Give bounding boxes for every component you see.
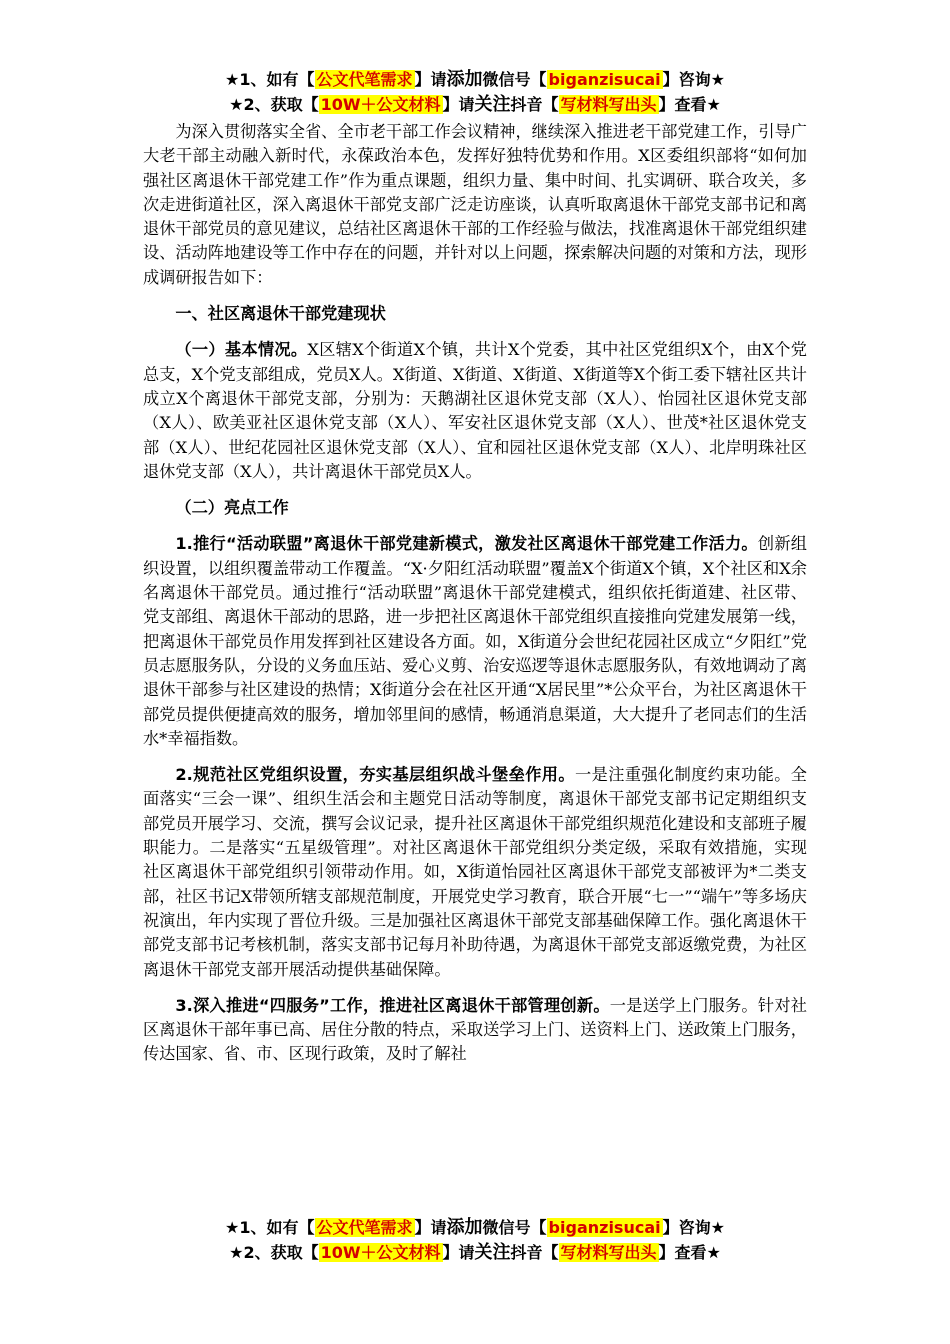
banner-emphasis: 添加 [446, 69, 483, 90]
basic-info-title: （一）基本情况。 [175, 340, 308, 360]
highlight-item-1-text: 创新组织设置，以组织覆盖带动工作覆盖。“X·夕阳红活动联盟”覆盖X个街道X个镇，X个社区和X余名离退休干部党员。通过推行“活动联盟”离退休干部党建模式，组织依托街道建、社区带、党支部组、离退休干部动的思路，进一步把社区离退休干部党组织直接推向党建发展第一线，把离退休干部党员作用发挥到社区建设各方面。如，X街道分会世纪花园社区成立“夕阳红”党员志愿服务队，分设的义务血压站、爱心义剪、治安巡逻等退休志愿服务队，有效地调动了离退休干部参与社区建设的热情；X街道分会在社区开通“X居民里”*公众平台，为社区离退休干部党员提供便捷高效的服务，增加邻里间的感情，畅通消息渠道，大大提升了老同志们的生活水*幸福指数。 [143, 534, 807, 748]
document-body [143, 120, 807, 1067]
basic-info-paragraph [143, 338, 807, 484]
banner-highlight: 10W＋公文材料 [320, 95, 441, 114]
banner-text: 】请 [414, 70, 447, 89]
banner-text: 】请 [442, 1243, 475, 1262]
highlight-item-1 [143, 532, 807, 751]
banner-text: 】咨询★ [662, 70, 725, 89]
promo-banner-bottom-line1 [0, 1216, 950, 1240]
banner-emphasis: 关注 [474, 1242, 511, 1263]
banner-highlight: 公文代笔需求 [316, 1218, 413, 1237]
promo-banner-top-line1 [0, 68, 950, 92]
banner-highlight: biganzisucai [548, 70, 661, 89]
banner-text: 】查看★ [658, 95, 721, 114]
promo-banner-top-line2 [0, 93, 950, 117]
basic-info-text: X区辖X个街道X个镇，共计X个党委，其中社区党组织X个，由X个党总支，X个党支部组成，党员X人。X街道、X街道、X街道、X街道等X个街工委下辖社区共计成立X个离退休干部党支部，分别为：天鹅湖社区退休党支部（X人）、怡园社区退休党支部（X人）、欧美亚社区退休党支部（X人）、军安社区退休党支部（X人）、世茂*社区退休党支部（X人）、世纪花园社区退休党支部（X人）、宜和园社区退休党支部（X人）、北岸明珠社区退休党支部（X人），共计离退休干部党员X人。 [143, 340, 807, 481]
banner-text: 】咨询★ [662, 1218, 725, 1237]
banner-text: ★1、如有【 [225, 70, 315, 89]
highlight-item-2-title: 2.规范社区党组织设置，夯实基层组织战斗堡垒作用。 [175, 765, 576, 785]
banner-text: ★2、获取【 [229, 1243, 319, 1262]
highlight-item-3 [143, 994, 807, 1067]
banner-emphasis: 关注 [474, 94, 511, 115]
banner-text: 】请 [414, 1218, 447, 1237]
banner-highlight: 写材料写出头 [560, 95, 657, 114]
banner-highlight: 10W＋公文材料 [320, 1243, 441, 1262]
section-heading-1: 一、社区离退休干部党建现状 [175, 304, 386, 324]
highlight-item-2 [143, 763, 807, 982]
banner-text: 微信号【 [482, 1218, 547, 1237]
banner-text: 】查看★ [658, 1243, 721, 1262]
banner-highlight: 写材料写出头 [560, 1243, 657, 1262]
subsection-heading-highlights: （二）亮点工作 [175, 498, 289, 518]
highlight-item-3-title: 3.深入推进“四服务”工作，推进社区离退休干部管理创新。 [175, 995, 610, 1015]
promo-banner-bottom-line2 [0, 1241, 950, 1265]
banner-text: 】请 [442, 95, 475, 114]
banner-text: 抖音【 [510, 95, 559, 114]
highlight-item-2-text: 一是注重强化制度约束功能。全面落实“三会一课”、组织生活会和主题党日活动等制度，离退休干部党支部书记定期组织支部党员开展学习、交流，撰写会议记录，提升社区离退休干部党组织规范化建设和支部班子履职能力。二是落实“五星级管理”。对社区离退休干部党组织分类定级，采取有效措施，实现社区离退休干部党组织引领带动作用。如，X街道怡园社区离退休干部党支部被评为*二类支部，社区书记X带领所辖支部规范制度，开展党史学习教育，联合开展“七一”“端午”等多场庆祝演出，年内实现了晋位升级。三是加强社区离退休干部党支部基础保障工作。强化离退休干部党支部书记考核机制，落实支部书记每月补助待遇，为离退休干部党支部返缴党费，为社区离退休干部党支部开展活动提供基础保障。 [143, 765, 807, 979]
banner-text: ★2、获取【 [229, 95, 319, 114]
banner-highlight: biganzisucai [548, 1218, 661, 1237]
highlight-item-3-text: 一是送学上门服务。针对社区离退休干部年事已高、居住分散的特点，采取送学习上门、送资料上门、送政策上门服务，传达国家、省、市、区现行政策，及时了解社 [143, 995, 807, 1064]
banner-highlight: 公文代笔需求 [316, 70, 413, 89]
banner-text: 微信号【 [482, 70, 547, 89]
intro-paragraph: 为深入贯彻落实全省、全市老干部工作会议精神，继续深入推进老干部党建工作，引导广大老干部主动融入新时代，永葆政治本色，发挥好独特优势和作用。X区委组织部将“如何加强社区离退休干部党建工作”作为重点课题，组织力量、集中时间、扎实调研、联合攻关，多次走进街道社区，深入离退休干部党支部广泛走访座谈，认真听取离退休干部党支部书记和离退休干部党员的意见建议，总结社区离退休干部的工作经验与做法，找准离退休干部党组织建设、活动阵地建设等工作中存在的问题，并针对以上问题，探索解决问题的对策和方法，现形成调研报告如下： [143, 122, 807, 287]
banner-text: ★1、如有【 [225, 1218, 315, 1237]
highlight-item-1-title: 1.推行“活动联盟”离退休干部党建新模式，激发社区离退休干部党建工作活力。 [175, 534, 758, 554]
banner-emphasis: 添加 [446, 1217, 483, 1238]
banner-text: 抖音【 [510, 1243, 559, 1262]
